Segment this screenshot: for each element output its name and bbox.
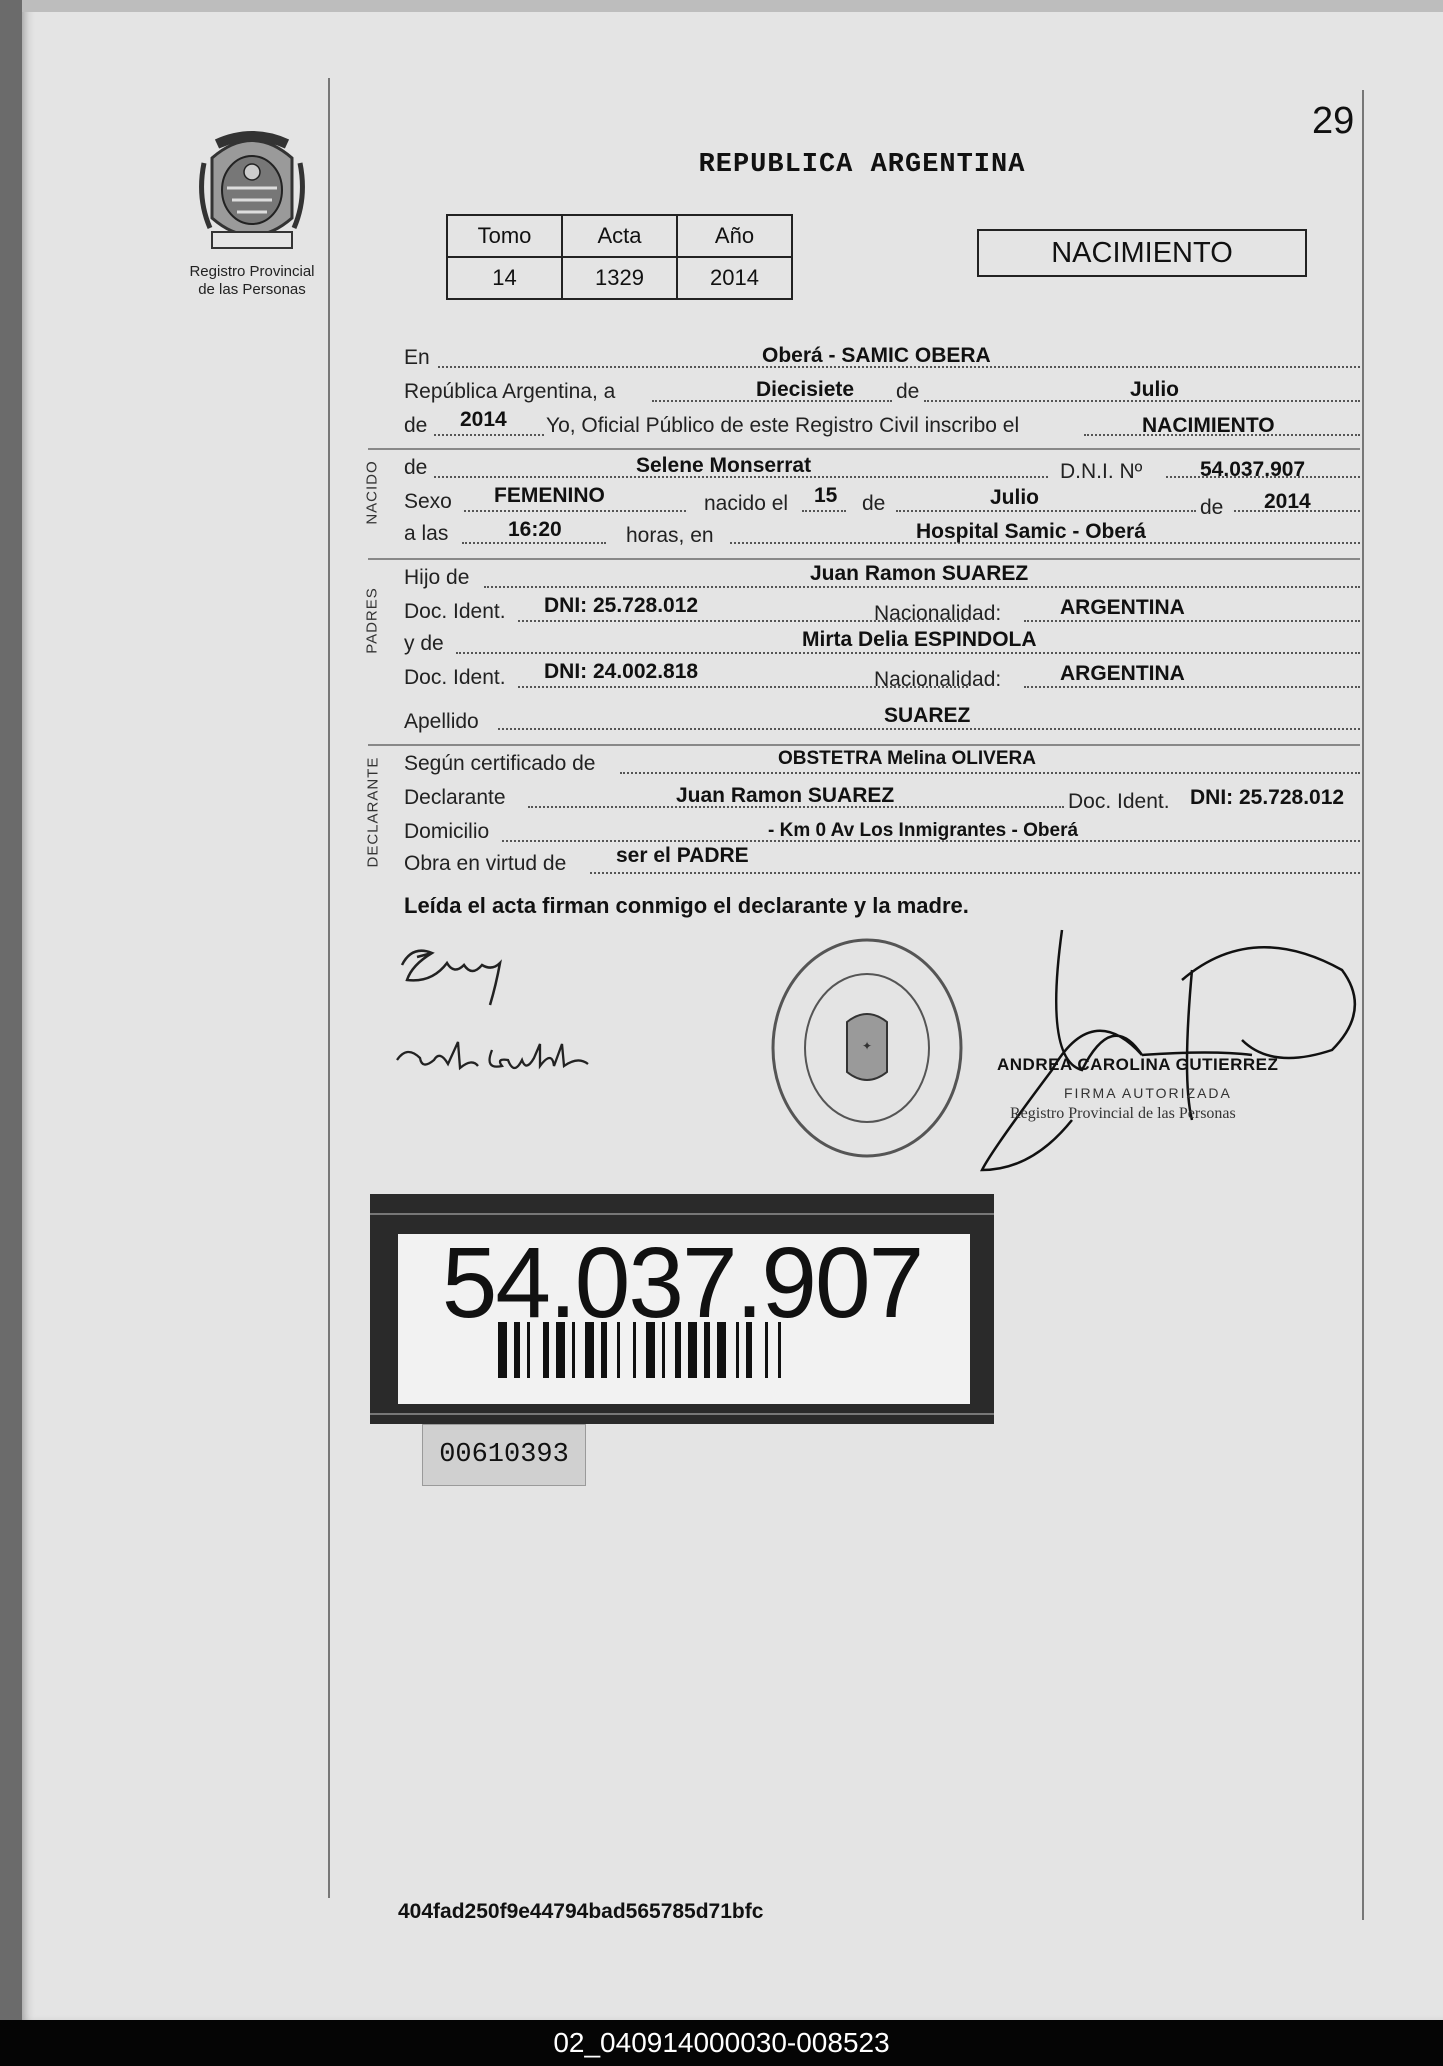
closing-statement: Leída el acta firman conmigo el declarante y la madre.: [404, 893, 969, 918]
doc-label: Doc. Ident.: [404, 600, 506, 623]
declarante-label: Declarante: [404, 786, 506, 809]
de-label: de: [404, 414, 428, 437]
doc-label: Doc. Ident.: [1068, 790, 1170, 813]
dni-label: D.N.I. Nº: [1060, 460, 1143, 483]
declarante-doc: DNI: 25.728.012: [1190, 786, 1345, 809]
intro-place: Oberá - SAMIC OBERA: [762, 344, 991, 367]
scan-top-edge: [22, 0, 1443, 12]
father-name: Juan Ramon SUAREZ: [810, 562, 1029, 585]
dotted-line: [896, 486, 1196, 512]
record-value-acta: 1329: [562, 257, 677, 299]
dni-barcode-label: [370, 1194, 994, 1424]
record-header-tomo: Tomo: [447, 215, 562, 257]
certificate-issuer: OBSTETRA Melina OLIVERA: [778, 748, 1036, 769]
page-number: 29: [1312, 100, 1355, 142]
declarante-row-address: [404, 816, 1360, 850]
intro-row-place: [404, 342, 1360, 376]
section-rule: [368, 744, 1360, 746]
yde-label: y de: [404, 632, 444, 655]
intro-row-statement: [404, 410, 1360, 444]
padres-row-mother-doc: [404, 662, 1360, 696]
document-page: [22, 0, 1443, 2020]
delegation-round-seal: [767, 932, 967, 1164]
domicilio-label: Domicilio: [404, 820, 490, 843]
apellido-value: SUAREZ: [884, 704, 971, 727]
nacido-label: nacido el: [704, 492, 789, 515]
apellido-label: Apellido: [404, 710, 479, 733]
nacido-row-birth: [404, 486, 1360, 520]
record-value-tomo: 14: [447, 257, 562, 299]
republica-label: República Argentina, a: [404, 380, 616, 403]
mother-signature: [392, 1030, 602, 1100]
birth-month: Julio: [990, 486, 1040, 509]
nacido-row-name: [404, 452, 1360, 486]
hijo-label: Hijo de: [404, 566, 470, 589]
scan-footer-id: 02_040914000030-008523: [0, 2020, 1443, 2066]
control-number-sticker: 00610393: [422, 1424, 586, 1486]
birth-place: Hospital Samic - Oberá: [916, 520, 1146, 543]
apellido-row: [404, 704, 1360, 738]
declarante-row-name: [404, 782, 1360, 816]
child-sex: FEMENINO: [494, 484, 605, 507]
nacionalidad-label: Nacionalidad:: [874, 602, 1002, 625]
declarante-signature: [392, 935, 532, 1015]
obra-label: Obra en virtud de: [404, 852, 567, 875]
record-table: [446, 214, 793, 300]
de-label: de: [862, 492, 886, 515]
declarante-name: Juan Ramon SUAREZ: [676, 784, 895, 807]
padres-row-father-doc: [404, 596, 1360, 630]
registry-caption-line2: de las Personas: [198, 281, 306, 298]
child-name: Selene Monserrat: [636, 454, 812, 477]
intro-row-date: [404, 376, 1360, 410]
nacido-section-label: NACIDO: [363, 460, 381, 525]
padres-row-mother: [404, 628, 1360, 662]
intro-year: 2014: [460, 408, 507, 431]
birth-time: 16:20: [508, 518, 562, 541]
inscribed-type: NACIMIENTO: [1142, 414, 1275, 437]
official-stamp-role: FIRMA AUTORIZADA: [1064, 1085, 1232, 1101]
de-label: de: [1200, 496, 1224, 519]
de-label: de: [404, 456, 428, 479]
child-dni: 54.037.907: [1200, 458, 1306, 481]
nacido-row-time: [404, 518, 1360, 552]
horas-label: horas, en: [626, 524, 714, 547]
official-stamp-registry: Registro Provincial de las Personas: [1010, 1105, 1236, 1122]
country-title: REPUBLICA ARGENTINA: [698, 150, 1026, 180]
declarante-row-cert: [404, 748, 1360, 782]
sexo-label: Sexo: [404, 490, 452, 513]
birth-year: 2014: [1264, 490, 1311, 513]
padres-section-label: PADRES: [363, 587, 381, 654]
record-value-ano: 2014: [677, 257, 792, 299]
misiones-coat-of-arms-icon: [192, 128, 312, 258]
mother-nationality: ARGENTINA: [1060, 662, 1185, 685]
intro-month: Julio: [1130, 378, 1180, 401]
father-doc: DNI: 25.728.012: [544, 594, 699, 617]
padres-row-father: [404, 562, 1360, 596]
province-emblem: [162, 128, 342, 299]
document-hash: 404fad250f9e44794bad565785d71bfc: [398, 1900, 764, 1923]
declarante-row-virtue: [404, 844, 1360, 882]
official-stamp-name: ANDREA CAROLINA GUTIERREZ: [997, 1055, 1279, 1074]
declarante-virtue: ser el PADRE: [616, 844, 749, 867]
doc-label: Doc. Ident.: [404, 666, 506, 689]
declarante-address: - Km 0 Av Los Inmigrantes - Oberá: [768, 820, 1079, 841]
mother-name: Mirta Delia ESPINDOLA: [802, 628, 1037, 651]
section-rule: [368, 558, 1360, 560]
registry-caption-line1: Registro Provincial: [189, 263, 315, 280]
act-type-box: NACIMIENTO: [977, 229, 1307, 277]
de-label: de: [896, 380, 920, 403]
en-label: En: [404, 346, 430, 369]
round-seal-graphic: [767, 932, 967, 1164]
statement-text: Yo, Oficial Público de este Registro Civil inscribo el: [546, 414, 1020, 437]
intro-day: Diecisiete: [756, 378, 855, 401]
svg-text:✦: ✦: [861, 1039, 873, 1053]
alas-label: a las: [404, 522, 449, 545]
declarante-section-label: DECLARANTE: [364, 756, 382, 868]
record-header-acta: Acta: [562, 215, 677, 257]
official-signature: [952, 920, 1372, 1180]
nacionalidad-label: Nacionalidad:: [874, 668, 1002, 691]
record-header-ano: Año: [677, 215, 792, 257]
section-rule: [368, 448, 1360, 450]
father-nationality: ARGENTINA: [1060, 596, 1185, 619]
birth-day: 15: [814, 484, 838, 507]
mother-doc: DNI: 24.002.818: [544, 660, 699, 683]
dni-big-number: 54.037.907: [441, 1227, 923, 1339]
cert-label: Según certificado de: [404, 752, 596, 775]
left-margin-line: [328, 78, 330, 1898]
